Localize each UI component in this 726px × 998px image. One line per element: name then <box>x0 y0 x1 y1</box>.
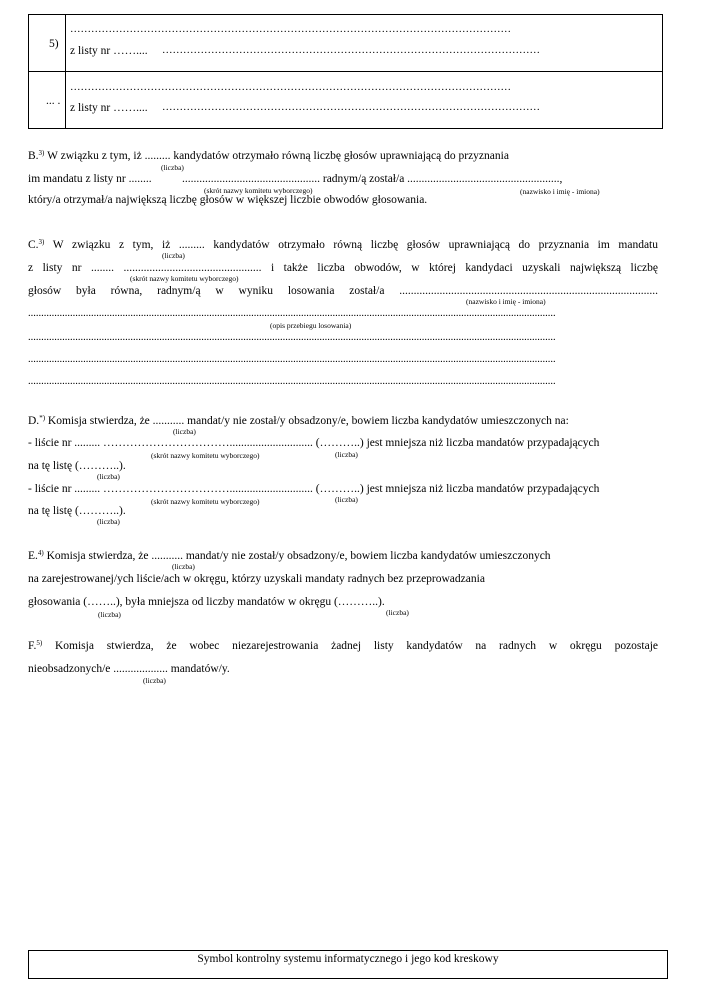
section-e-sub-mandates: (liczba) <box>386 608 409 617</box>
section-c-line1 <box>28 238 658 252</box>
section-d-item-sub-count: (liczba) <box>335 450 358 459</box>
section-d-item-sub-count: (liczba) <box>335 495 358 504</box>
table-row-list-label: z listy nr …….... <box>70 45 148 57</box>
section-f-text: Komisja stwierdza, że wobec niezarejestrowania żadnej listy kandydatów na radnych w okręgu pozostaje <box>54 640 658 652</box>
section-c-dots-line: ......................................................................................................................................................................................................... <box>28 332 556 343</box>
section-d-item-line: - liście nr ......... ……………………………............................. (………..) jest mniejsza niż liczba mandatów przypadających <box>28 483 600 495</box>
section-c-line2: z listy nr ........ ................................................ i także liczba obwodów, w której kandydaci uzyskali największą liczbę <box>28 262 658 274</box>
section-b-line3: który/a otrzymał/a największą liczbę głosów w większej liczbie obwodów głosowania. <box>28 194 428 206</box>
section-c-line3: głosów była równa, radnym/ą w wyniku losowania został/a .......................................................................................... <box>28 285 658 297</box>
section-e-line3: głosowania (……..), była mniejsza od liczby mandatów w okręgu (………..). <box>28 596 385 608</box>
control-symbol-label: Symbol kontrolny systemu informatycznego i jego kod kreskowy <box>197 953 499 965</box>
section-e-line1 <box>28 549 551 563</box>
table-row-dots: ……………………………………………………………………………………………………………… <box>70 82 511 93</box>
table-row-dots: ……………………………………………………………………………………………………………… <box>70 24 511 35</box>
section-b-line2a: im mandatu z listy nr ........ <box>28 173 152 185</box>
section-d-text: Komisja stwierdza, że ........... mandat/y nie został/y obsadzony/e, bowiem liczba kandydatów umieszczonych na: <box>47 415 569 427</box>
section-c-sub-name: (nazwisko i imię - imiona) <box>466 297 546 306</box>
section-b-line1 <box>28 149 509 163</box>
section-d-item-list: na tę listę (………..). <box>28 460 126 472</box>
table-row-number: 5) <box>49 38 59 50</box>
section-b-sub-name: (nazwisko i imię - imiona) <box>520 187 600 196</box>
section-f-sub-count: (liczba) <box>143 676 166 685</box>
section-e-letter: E. <box>28 550 38 562</box>
section-b-line2b: ................................................ radnym/ą został/a ....................................................., <box>182 173 563 185</box>
table-row-list-label: z listy nr …….... <box>70 102 148 114</box>
section-d-item-line: - liście nr ......... ……………………………............................. (………..) jest mniejsza niż liczba mandatów przypadających <box>28 437 600 449</box>
section-d-sub-count: (liczba) <box>173 427 196 436</box>
section-d-item-list-sub: (liczba) <box>97 472 120 481</box>
section-e-text: Komisja stwierdza, że ........... mandat/y nie został/y obsadzony/e, bowiem liczba kandydatów umieszczonych <box>46 550 551 562</box>
section-d-item-sub-committee: (skrót nazwy komitetu wyborczego) <box>151 451 260 460</box>
section-c-sub-count: (liczba) <box>162 251 185 260</box>
table-row-list-dots: ……………………………………………………………………………………………… <box>162 102 540 113</box>
section-b-letter: B. <box>28 150 39 162</box>
section-d-item-list-sub: (liczba) <box>97 517 120 526</box>
section-e-footnote: 4) <box>37 549 44 557</box>
section-f-line1 <box>28 639 658 653</box>
section-d-letter: D. <box>28 415 40 427</box>
section-b-footnote: 3) <box>38 149 45 157</box>
section-c-text: W związku z tym, iż ......... kandydatów otrzymało równą liczbę głosów uprawniającą do przyznania im mandatu <box>52 239 659 251</box>
section-c-dots-line: ......................................................................................................................................................................................................... <box>28 354 556 365</box>
section-b-sub-committee: (skrót nazwy komitetu wyborczego) <box>204 186 313 195</box>
section-b-sub-count: (liczba) <box>161 163 184 172</box>
section-e-sub-voting: (liczba) <box>98 610 121 619</box>
section-b-text: W związku z tym, iż ......... kandydatów otrzymało równą liczbę głosów uprawniającą do przyznania <box>47 150 509 162</box>
section-d-footnote: *) <box>39 414 46 422</box>
section-e-sub-count: (liczba) <box>172 562 195 571</box>
section-d-item-list: na tę listę (………..). <box>28 505 126 517</box>
section-f-letter: F. <box>28 640 37 652</box>
section-f-footnote: 5) <box>36 639 43 647</box>
table-row-list-dots: ……………………………………………………………………………………………… <box>162 45 540 56</box>
section-c-letter: C. <box>28 239 39 251</box>
section-c-sub-committee: (skrót nazwy komitetu wyborczego) <box>130 274 239 283</box>
table-row-number: ... . <box>46 95 61 107</box>
section-f-line2: nieobsadzonych/e ................... mandatów/y. <box>28 663 230 675</box>
section-c-sub-description: (opis przebiegu losowania) <box>270 321 352 330</box>
section-e-line2: na zarejestrowanej/ych liście/ach w okręgu, którzy uzyskali mandaty radnych bez przeprowadzania <box>28 573 485 585</box>
section-c-dots-line: ......................................................................................................................................................................................................... <box>28 376 556 387</box>
section-c-dots-line: ......................................................................................................................................................................................................... <box>28 308 556 319</box>
table-row-divider <box>28 71 663 72</box>
section-d-item-sub-committee: (skrót nazwy komitetu wyborczego) <box>151 497 260 506</box>
section-d-line1 <box>28 414 569 428</box>
section-c-footnote: 3) <box>38 238 45 246</box>
